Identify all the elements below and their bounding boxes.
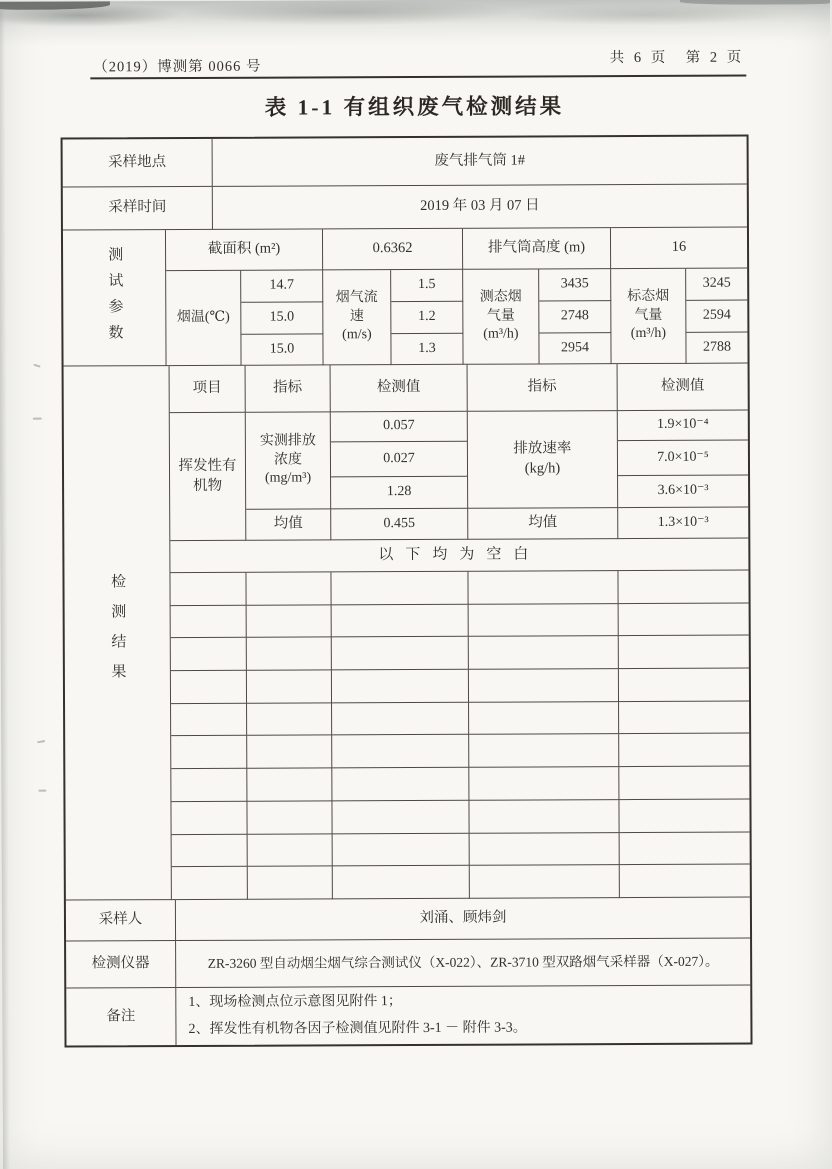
remark-value	[176, 986, 750, 1046]
cross-section-label: 截面积 (m²)	[166, 229, 323, 271]
gas-velocity-3: 1.3	[391, 334, 463, 365]
report-table	[61, 135, 753, 1048]
measured-flow-1: 3435	[539, 269, 611, 301]
page-count: 共 6 页 第 2 页	[609, 49, 745, 67]
results-head-value-2: 检测值	[618, 364, 748, 412]
empty-cell	[171, 703, 247, 736]
empty-cell	[470, 865, 620, 898]
empty-cell	[619, 669, 749, 702]
rate-value-3: 3.6×10⁻³	[618, 476, 748, 509]
instrument-value: ZR-3260 型自动烟尘烟气综合测试仪（X-022）、ZR-3710 型双路烟气采样器（X-027）。	[176, 939, 750, 989]
empty-cell	[468, 571, 618, 604]
empty-cell	[248, 867, 333, 900]
empty-cell	[332, 735, 469, 768]
empty-cell	[172, 867, 248, 900]
empty-cell	[247, 768, 332, 801]
site-label: 采样地点	[63, 139, 213, 188]
conc-value-1: 0.057	[331, 412, 468, 443]
rate-value-1: 1.9×10⁻⁴	[618, 411, 748, 442]
conc-mean-value: 0.455	[331, 509, 468, 541]
empty-cell	[247, 670, 332, 703]
empty-row	[171, 603, 749, 638]
conc-value-3: 1.28	[331, 477, 468, 510]
blank-grid	[170, 571, 749, 901]
remark-line-1: 1、现场检测点位示意图见附件 1；	[188, 993, 402, 1010]
empty-cell	[171, 605, 247, 638]
empty-cell	[619, 701, 749, 734]
empty-row	[172, 832, 750, 867]
results-label: 检测结果	[64, 366, 172, 900]
sampler-value: 刘涌、顾炜剑	[176, 898, 750, 942]
voc-label: 挥发性有机物	[170, 413, 247, 541]
smoke-temp-2: 15.0	[241, 302, 323, 334]
scan-artifact	[37, 740, 45, 743]
blank-note: 以下均为空白	[170, 539, 748, 574]
scan-artifact-top-band	[0, 0, 830, 48]
scan-artifact	[33, 364, 40, 368]
empty-cell	[620, 865, 750, 898]
standard-flow-label: 标态烟气量 (m³/h)	[611, 269, 686, 364]
empty-cell	[332, 801, 469, 834]
smoke-temp-1: 14.7	[241, 270, 323, 302]
empty-cell	[247, 638, 332, 671]
measured-flow-3: 2954	[539, 333, 611, 364]
empty-cell	[248, 834, 333, 867]
empty-row	[171, 767, 749, 802]
empty-row	[170, 571, 748, 606]
gas-velocity-label: 烟气流速 (m/s)	[323, 270, 391, 365]
conc-value-2: 0.027	[331, 442, 468, 478]
empty-cell	[619, 767, 749, 800]
empty-row	[172, 865, 750, 900]
instrument-label: 检测仪器	[66, 941, 176, 988]
conc-label: 实测排放浓度 (mg/m³)	[246, 412, 331, 509]
empty-cell	[469, 636, 619, 669]
results-head-value-1: 检测值	[331, 365, 468, 413]
empty-cell	[469, 767, 619, 800]
results-head-index-2: 指标	[468, 364, 618, 412]
empty-cell	[332, 768, 469, 801]
scan-artifact	[38, 790, 46, 792]
smoke-temp-3: 15.0	[241, 334, 323, 365]
measured-flow-2: 2748	[539, 301, 611, 333]
site-value: 废气排气筒 1#	[213, 137, 747, 187]
test-params-label: 测试参数	[63, 230, 167, 366]
empty-cell	[171, 769, 247, 802]
standard-flow-3: 2788	[686, 333, 747, 364]
cross-section-value: 0.6362	[323, 229, 463, 271]
empty-row	[171, 701, 749, 736]
empty-cell	[246, 572, 331, 605]
empty-cell	[469, 702, 619, 735]
standard-flow-1: 3245	[686, 269, 747, 301]
empty-cell	[247, 736, 332, 769]
rate-value-2: 7.0×10⁻⁵	[618, 441, 748, 477]
rate-mean-label: 均值	[468, 508, 618, 540]
empty-cell	[331, 572, 468, 605]
empty-cell	[332, 670, 469, 703]
results-head-index-1: 指标	[246, 365, 331, 412]
empty-row	[171, 734, 749, 769]
empty-cell	[332, 703, 469, 736]
empty-cell	[332, 637, 469, 670]
empty-cell	[620, 832, 750, 865]
empty-cell	[333, 866, 470, 899]
empty-cell	[333, 833, 470, 866]
rate-mean-value: 1.3×10⁻³	[618, 508, 748, 540]
empty-cell	[469, 800, 619, 833]
empty-cell	[247, 801, 332, 834]
rate-label: 排放速率 (kg/h)	[468, 411, 618, 509]
empty-row	[171, 636, 749, 671]
empty-cell	[619, 799, 749, 832]
empty-cell	[618, 571, 748, 604]
scan-artifact	[33, 418, 42, 420]
empty-cell	[171, 671, 247, 704]
empty-cell	[469, 669, 619, 702]
measured-flow-label: 测态烟气量 (m³/h)	[463, 269, 539, 364]
empty-cell	[172, 834, 248, 867]
smoke-temp-label: 烟温(℃)	[166, 271, 241, 366]
remark-label: 备注	[66, 988, 176, 1045]
time-label: 采样时间	[63, 187, 213, 231]
standard-flow-2: 2594	[686, 301, 747, 333]
empty-cell	[469, 735, 619, 768]
empty-row	[171, 799, 749, 834]
empty-cell	[619, 603, 749, 636]
empty-cell	[247, 605, 332, 638]
time-value: 2019 年 03 月 07 日	[213, 185, 747, 230]
empty-cell	[470, 833, 620, 866]
document-number: （2019）博测第 0066 号	[93, 58, 262, 76]
sampler-label: 采样人	[66, 900, 176, 941]
empty-cell	[171, 638, 247, 671]
page-title: 表 1-1 有组织废气检测结果	[264, 94, 565, 120]
remark-line-2: 2、挥发性有机物各因子检测值见附件 3-1 － 附件 3-3。	[188, 1020, 527, 1037]
empty-cell	[469, 604, 619, 637]
empty-cell	[247, 703, 332, 736]
empty-row	[171, 669, 749, 704]
empty-cell	[171, 802, 247, 835]
empty-cell	[171, 736, 247, 769]
conc-mean-label: 均值	[246, 509, 331, 540]
empty-cell	[619, 734, 749, 767]
empty-cell	[170, 573, 246, 606]
results-head-item: 项目	[170, 366, 246, 413]
gas-velocity-2: 1.2	[391, 302, 463, 334]
gas-velocity-1: 1.5	[391, 270, 463, 302]
stack-height-label: 排气筒高度 (m)	[463, 228, 611, 270]
stack-height-value: 16	[611, 228, 747, 270]
empty-cell	[332, 604, 469, 637]
scan-artifact	[0, 2, 10, 1169]
empty-cell	[619, 636, 749, 669]
